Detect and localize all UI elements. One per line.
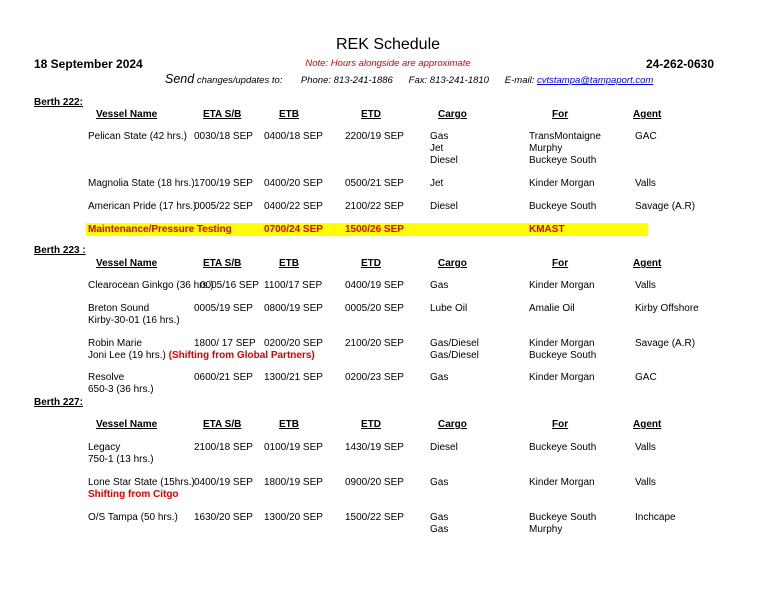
for: Murphy (529, 524, 563, 535)
etb: 1800/19 SEP (264, 477, 323, 488)
barge-name: Joni Lee (19 hrs.) (88, 350, 166, 361)
etb: 1300/21 SEP (264, 372, 323, 383)
etd: 1430/19 SEP (345, 442, 404, 453)
eta: 0400/19 SEP (194, 477, 253, 488)
for: Buckeye South (529, 201, 597, 212)
send-updates-line (165, 72, 653, 86)
agent: Valls (635, 280, 656, 291)
cargo: Gas (430, 524, 449, 535)
vessel-name: Legacy (88, 442, 121, 453)
contact-fax: Fax: 813-241-1810 (408, 75, 489, 86)
agent: Valls (635, 477, 656, 488)
page-title: REK Schedule (335, 36, 441, 53)
for: TransMontaigne (529, 131, 601, 142)
vessel-name: American Pride (17 hrs.) (88, 201, 197, 212)
etb: 1100/17 SEP (264, 280, 323, 291)
col-eta: ETA S/B (203, 109, 242, 120)
etb: 1300/20 SEP (264, 512, 323, 523)
col-eta: ETA S/B (203, 419, 242, 430)
for: KMAST (529, 224, 565, 235)
etb: 0400/18 SEP (264, 131, 323, 142)
cargo: Jet (430, 143, 444, 154)
col-etd: ETD (361, 109, 381, 120)
barge-name: Kirby-30-01 (16 hrs.) (88, 315, 180, 326)
col-vessel-name: Vessel Name (96, 258, 158, 269)
eta: 2100/18 SEP (194, 442, 253, 453)
col-etd: ETD (361, 419, 381, 430)
etd: 1500/22 SEP (345, 512, 404, 523)
vessel-name: Robin Marie (88, 338, 142, 349)
cargo: Diesel (430, 155, 458, 166)
berth-223-label: Berth 223 : (34, 245, 86, 256)
etb: 0400/22 SEP (264, 201, 323, 212)
etd: 2200/19 SEP (345, 131, 404, 142)
for: Amalie Oil (529, 303, 575, 314)
col-etd: ETD (361, 258, 381, 269)
col-cargo: Cargo (438, 258, 467, 269)
for: Kinder Morgan (529, 178, 595, 189)
for: Buckeye South (529, 442, 597, 453)
email-link[interactable]: cvtstampa@tampaport.com (537, 75, 654, 86)
col-cargo: Cargo (438, 109, 467, 120)
hours-note: Note: Hours alongside are approximate (305, 58, 471, 69)
cargo: Gas (430, 512, 449, 523)
send-rest: changes/updates to: (196, 75, 283, 86)
cargo: Gas (430, 477, 449, 488)
agent: Savage (A.R) (635, 338, 696, 349)
eta: 1630/20 SEP (194, 512, 253, 523)
for: Buckeye South (529, 155, 597, 166)
etd: 2100/22 SEP (345, 201, 404, 212)
cargo: Gas/Diesel (430, 350, 479, 361)
cargo: Diesel (430, 201, 458, 212)
main-phone-number: 24-262-0630 (645, 57, 714, 71)
agent: GAC (635, 131, 657, 142)
for: Buckeye South (529, 512, 597, 523)
cargo: Lube Oil (430, 303, 468, 314)
etd: 1500/26 SEP (345, 224, 404, 235)
for: Kinder Morgan (529, 477, 595, 488)
etd: 0400/19 SEP (345, 280, 404, 291)
berth-222-label: Berth 222: (34, 97, 83, 108)
eta: 0005/19 SEP (194, 303, 253, 314)
email-label: E-mail: (504, 75, 535, 86)
agent: Inchcape (635, 512, 676, 523)
col-agent: Agent (633, 258, 662, 269)
for: Kinder Morgan (529, 372, 595, 383)
vessel-name: Maintenance/Pressure Testing (88, 224, 232, 235)
col-agent: Agent (633, 419, 662, 430)
vessel-name: Clearocean Ginkgo (36 hrs.) (88, 280, 214, 291)
cargo: Diesel (430, 442, 458, 453)
cargo: Gas (430, 131, 449, 142)
etd: 0200/23 SEP (345, 372, 404, 383)
send-word: Send (165, 72, 195, 86)
vessel-name: Lone Star State (15hrs.) (88, 477, 195, 488)
eta: 1800/ 17 SEP (194, 338, 256, 349)
vessel-name: O/S Tampa (50 hrs.) (88, 512, 178, 523)
etb: 0400/20 SEP (264, 178, 323, 189)
berth-227-label: Berth 227: (34, 397, 83, 408)
agent: Valls (635, 178, 656, 189)
eta: 0005/22 SEP (194, 201, 253, 212)
cargo: Jet (430, 178, 444, 189)
for: Buckeye South (529, 350, 597, 361)
eta: 0005/16 SEP (200, 280, 259, 291)
etb: 0800/19 SEP (264, 303, 323, 314)
col-for: For (552, 258, 569, 269)
cargo: Gas (430, 372, 449, 383)
etb: 0200/20 SEP (264, 338, 323, 349)
shifting-note: Shifting from Citgo (88, 489, 179, 500)
shifting-note: (Shifting from Global Partners) (168, 350, 315, 361)
agent: Valls (635, 442, 656, 453)
col-eta: ETA S/B (203, 258, 242, 269)
vessel-name: Breton Sound (88, 303, 150, 314)
etd: 2100/20 SEP (345, 338, 404, 349)
col-for: For (552, 419, 569, 430)
vessel-name: Pelican State (42 hrs.) (88, 131, 187, 142)
barge-name: 650-3 (36 hrs.) (88, 384, 154, 395)
col-etb: ETB (279, 419, 299, 430)
agent: Savage (A.R) (635, 201, 696, 212)
for: Murphy (529, 143, 563, 154)
etd: 0005/20 SEP (345, 303, 404, 314)
for: Kinder Morgan (529, 338, 595, 349)
eta: 1700/19 SEP (194, 178, 253, 189)
etd: 0500/21 SEP (345, 178, 404, 189)
barge-name: 750-1 (13 hrs.) (88, 454, 154, 465)
eta: 0030/18 SEP (194, 131, 253, 142)
vessel-name: Magnolia State (18 hrs.) (88, 178, 195, 189)
agent: GAC (635, 372, 657, 383)
schedule-date: 18 September 2024 (34, 57, 143, 71)
col-vessel-name: Vessel Name (96, 109, 158, 120)
agent: Kirby Offshore (635, 303, 699, 314)
col-for: For (552, 109, 569, 120)
col-etb: ETB (279, 109, 299, 120)
barge-name-line (88, 350, 315, 362)
col-etb: ETB (279, 258, 299, 269)
for: Kinder Morgan (529, 280, 595, 291)
etd: 0900/20 SEP (345, 477, 404, 488)
cargo: Gas/Diesel (430, 338, 479, 349)
col-cargo: Cargo (438, 419, 467, 430)
eta: 0600/21 SEP (194, 372, 253, 383)
cargo: Gas (430, 280, 449, 291)
etb: 0100/19 SEP (264, 442, 323, 453)
etb: 0700/24 SEP (264, 224, 323, 235)
vessel-name: Resolve (88, 372, 125, 383)
contact-phone: Phone: 813-241-1886 (300, 75, 393, 86)
col-agent: Agent (633, 109, 662, 120)
col-vessel-name: Vessel Name (96, 419, 158, 430)
